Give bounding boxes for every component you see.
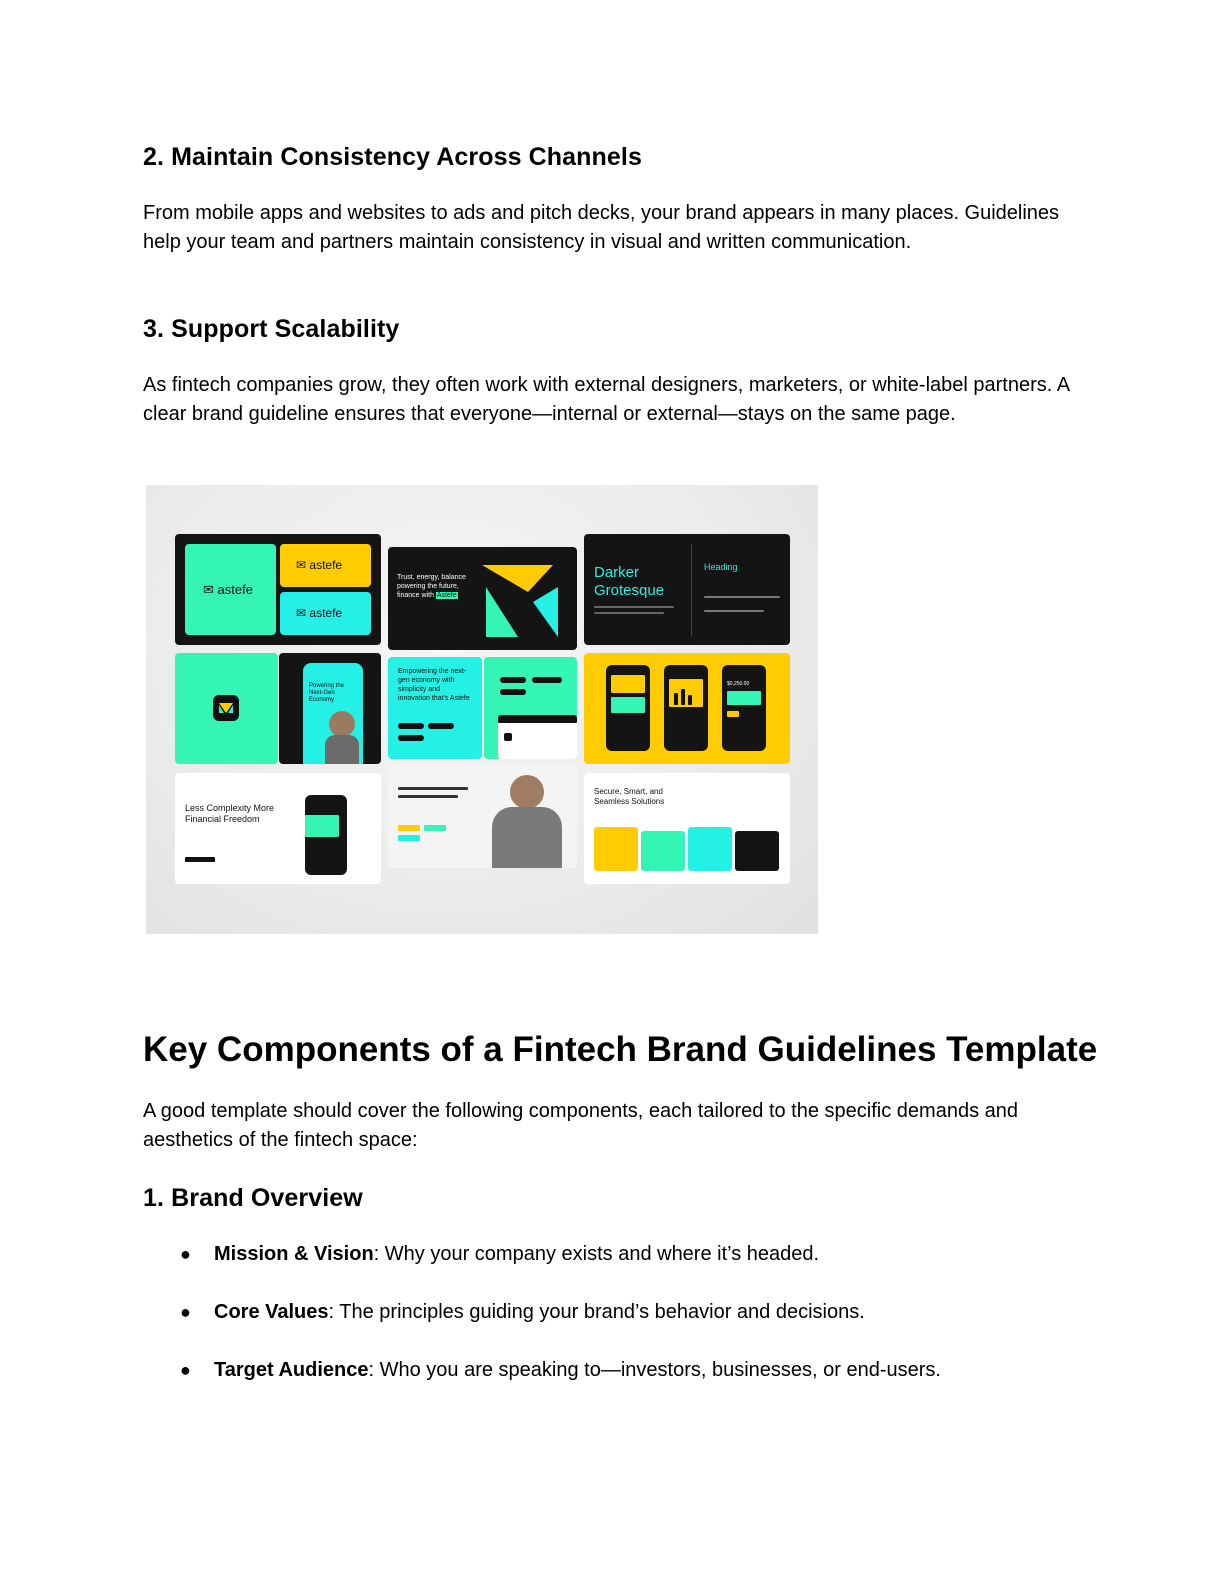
phone-mockup-1 xyxy=(606,665,650,751)
logo-wordmark: ✉ astefe xyxy=(296,558,343,572)
bullet-dot: ● xyxy=(180,1244,191,1264)
people-card xyxy=(388,765,577,868)
phone-profile-card xyxy=(279,653,381,764)
brand-guidelines-collage-image xyxy=(146,485,818,934)
slide-cyan: Empowering the next-gen economy with simplicity and innovation that's Astefe xyxy=(388,657,482,759)
list-item: ● Core Values: The principles guiding your brand’s behavior and decisions. xyxy=(143,1298,1083,1356)
typography-card xyxy=(584,534,790,645)
logo-tile-yellow xyxy=(280,544,371,587)
section-heading-scalability: 3. Support Scalability xyxy=(143,315,400,343)
tagline-card xyxy=(388,547,577,650)
bullet-dot: ● xyxy=(180,1360,191,1380)
person-photo xyxy=(329,711,355,737)
phone-mockup-2 xyxy=(664,665,708,751)
phone-mockup-3: $0,250.00 xyxy=(722,665,766,751)
tagline-text: Trust, energy, balance powering the future, finance with Astefe xyxy=(397,574,466,599)
envelope-icon xyxy=(213,695,239,721)
intro-paragraph: A good template should cover the following components, each tailored to the specific demands and aesthetics of the fintech space: xyxy=(143,1100,1018,1151)
app-icon xyxy=(213,695,239,721)
brand-overview-list xyxy=(143,1240,1083,1414)
section-body-consistency: From mobile apps and websites to ads and pitch decks, your brand appears in many places. Guidelines help your team and partners maintain consistency in visual and written communication. xyxy=(143,202,1060,253)
main-heading: Key Components of a Fintech Brand Guidelines Template xyxy=(143,1030,1098,1069)
phone-mockup-4 xyxy=(305,795,347,875)
logo-wordmark: ✉ astefe xyxy=(203,582,253,597)
logo-wordmark: ✉ astefe xyxy=(296,606,343,620)
logo-tile-cyan xyxy=(280,592,371,635)
bullet-dot: ● xyxy=(180,1302,191,1322)
logo-card xyxy=(175,534,381,645)
app-icon-card xyxy=(175,653,278,764)
divider xyxy=(691,544,692,636)
ui-panel xyxy=(498,715,577,759)
slide-mint xyxy=(484,657,577,759)
section-body-scalability: As fintech companies grow, they often work with external designers, marketers, or white-label partners. A clear brand guideline ensures that everyone—internal or external—stays on the same page. xyxy=(143,374,1069,425)
section-heading-consistency: 2. Maintain Consistency Across Channels xyxy=(143,143,642,171)
phone-screen: Powering the Next-Gen Economy xyxy=(303,663,363,764)
phones-card xyxy=(584,653,790,764)
features-card: Secure, Smart, and Seamless Solutions xyxy=(584,773,790,884)
logo-tile-mint xyxy=(185,544,276,635)
font-name: Darker Grotesque xyxy=(594,564,665,599)
list-item: ● Mission & Vision: Why your company exists and where it’s headed. xyxy=(143,1240,1083,1298)
list-item: ● Target Audience: Who you are speaking to—investors, businesses, or end-users. xyxy=(143,1356,1083,1414)
person-photo xyxy=(510,775,544,809)
abstract-logo-shape xyxy=(388,547,577,650)
heading-sample: Heading xyxy=(704,562,738,572)
subheading-brand-overview: 1. Brand Overview xyxy=(143,1184,363,1212)
website-card: Less Complexity More Financial Freedom xyxy=(175,773,381,884)
